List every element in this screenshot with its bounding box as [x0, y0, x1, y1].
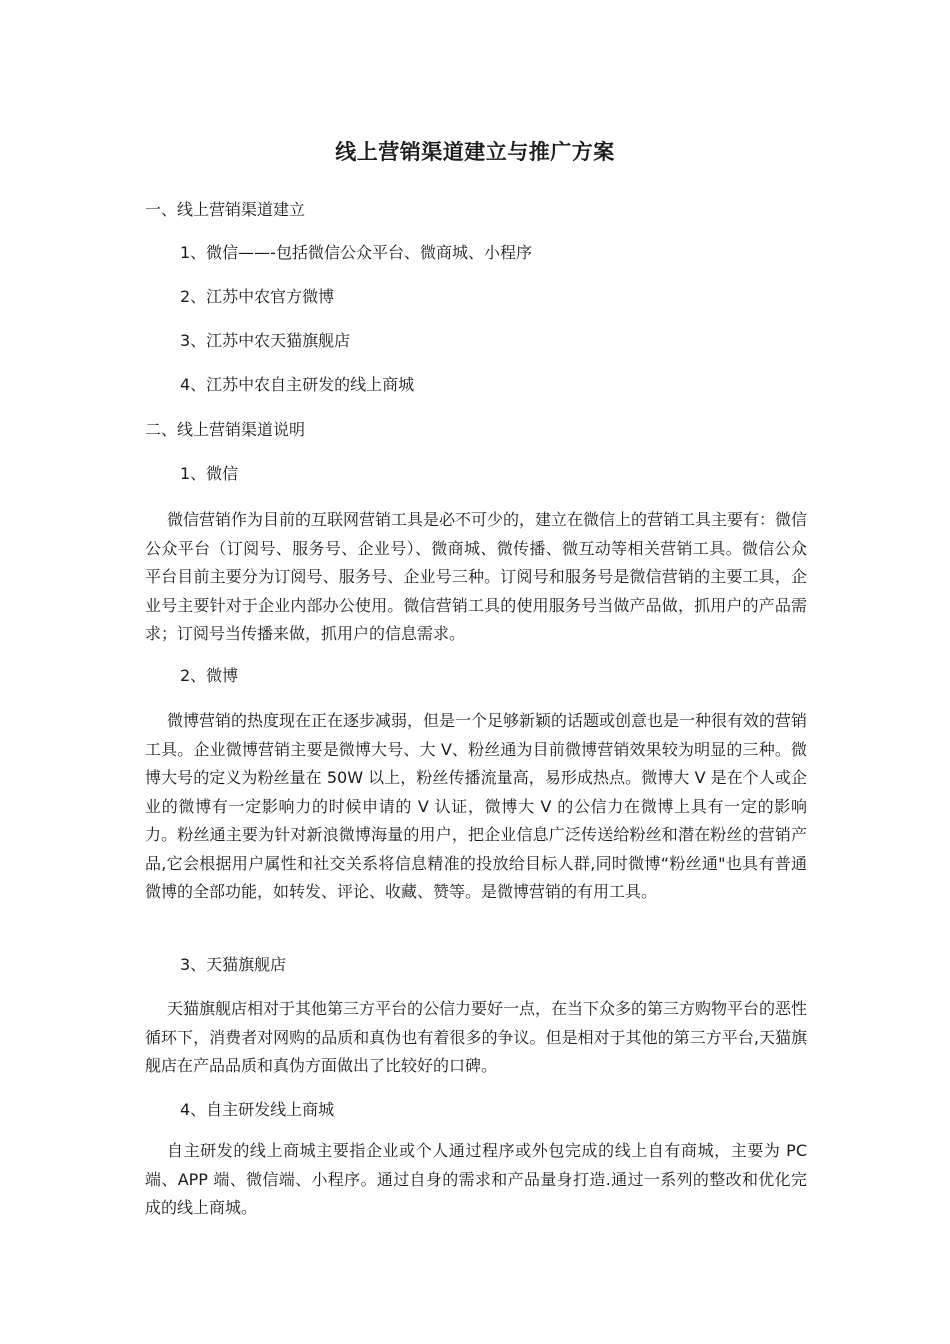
subsection-wechat-heading: 1、微信	[180, 464, 239, 483]
subsection-tmall-heading: 3、天猫旗舰店	[180, 955, 287, 974]
section2-heading: 二、线上营销渠道说明	[145, 420, 306, 439]
section1-item-3: 3、江苏中农天猫旗舰店	[180, 331, 351, 350]
subsection-tmall-paragraph: 天猫旗舰店相对于其他第三方平台的公信力要好一点，在当下众多的第三方购物平台的恶性循环下，消费者对网购的品质和真伪也有着很多的争议。但是相对于其他的第三方平台,天猫旗舰店在产品品质和真伪方面做出了比较好的口碑。	[145, 999, 808, 1075]
section1-item-2: 2、江苏中农官方微博	[180, 287, 335, 306]
document-title: 线上营销渠道建立与推广方案	[335, 140, 615, 164]
section1-item-1: 1、微信——-包括微信公众平台、微商城、小程序	[180, 243, 532, 262]
section1-heading: 一、线上营销渠道建立	[145, 200, 306, 219]
subsection-wechat-paragraph: 微信营销作为目前的互联网营销工具是必不可少的，建立在微信上的营销工具主要有：微信公众平台（订阅号、服务号、企业号）、微商城、微传播、微互动等相关营销工具。微信公众平台目前主要分为订阅号、服务号、企业号三种。订阅号和服务号是微信营销的主要工具，企业号主要针对于企业内部办公使用。微信营销工具的使用服务号当做产品做，抓用户的产品需求；订阅号当传播来做，抓用户的信息需求。	[145, 510, 808, 643]
subsection-mall-heading: 4、自主研发线上商城	[180, 1100, 335, 1119]
subsection-weibo-paragraph: 微博营销的热度现在正在逐步减弱，但是一个足够新颖的话题或创意也是一种很有效的营销工具。企业微博营销主要是微博大号、大 V、粉丝通为目前微博营销效果较为明显的三种。微博大号的定义为粉丝量在 50W 以上，粉丝传播流量高，易形成热点。微博大 V 是在个人或企业的微博有一定影响力的时候申请的 V 认证，微博大 V 的公信力在微博上具有一定的影响力。粉丝通主要为针对新浪微博海量的用户，把企业信息广泛传送给粉丝和潜在粉丝的营销产品,它会根据用户属性和社交关系将信息精准的投放给目标人群,同时微博“粉丝通"也具有普通微博的全部功能，如转发、评论、收藏、赞等。是微博营销的有用工具。	[145, 711, 808, 901]
section1-item-4: 4、江苏中农自主研发的线上商城	[180, 375, 415, 394]
subsection-weibo-heading: 2、微博	[180, 666, 239, 685]
subsection-mall-paragraph: 自主研发的线上商城主要指企业或个人通过程序或外包完成的线上自有商城，主要为 PC 端、APP 端、微信端、小程序。通过自身的需求和产品量身打造.通过一系列的整改和优化完成的线上商城。	[145, 1141, 807, 1217]
